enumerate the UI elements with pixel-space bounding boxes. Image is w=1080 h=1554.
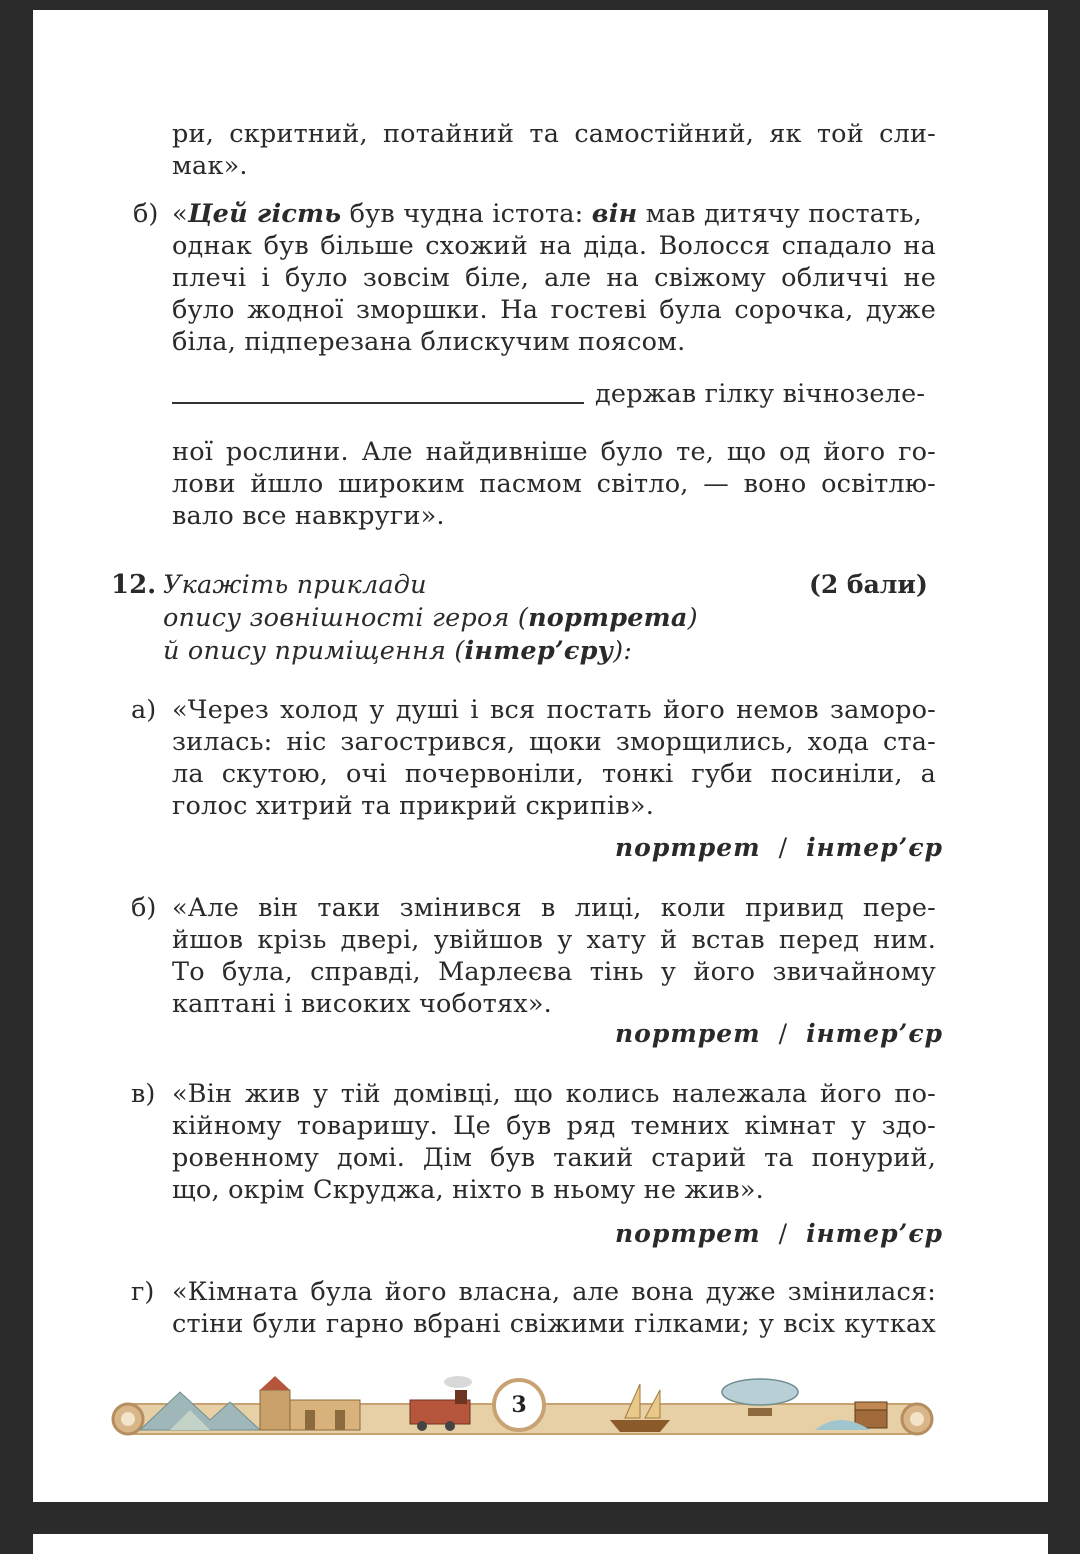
bold-phrase: він [591,199,638,229]
option-portrait[interactable]: портрет [615,1019,761,1048]
task-prompt [163,635,632,667]
text-line: біла, підперезана блискучим поясом. [172,327,686,357]
task-number: 12. [111,570,157,600]
text-line: йшов крізь двері, увійшов у хату й встав перед ним. [172,925,936,955]
text-line: однак був більше схожий на діда. Волосся спадало на [172,231,936,261]
text-run: був чудна істота: [341,199,592,229]
text-line: ровенному домі. Дім був такий старий та понурий, [172,1143,936,1173]
text-line: ної рослини. Але найдивніше було те, що од його го- [172,437,936,467]
bold-phrase: Цей гість [187,199,342,229]
decorative-footer [110,1370,935,1442]
text-line: що, окрім Скруджа, ніхто в ньому не жив». [172,1175,764,1205]
text-line: мак». [172,151,248,181]
option-interior[interactable]: інтер’єр [806,1219,944,1248]
text-line: голос хитрий та прикрий скрипів». [172,791,654,821]
text-line: ла скутою, очі почервоніли, тонкі губи посиніли, а [172,759,936,789]
book-page [33,10,1048,1502]
task-prompt: Укажіть приклади [163,570,427,600]
fill-in-blank[interactable] [172,402,584,404]
text-run: ) [687,603,698,633]
text-line: лови йшло широким пасмом світло, — воно освітлю- [172,469,936,499]
text-line: То була, справді, Марлеєва тінь у його звичайному [172,957,936,987]
text-line: ри, скритний, потайний та самостійний, як той сли- [172,119,936,149]
task-prompt [163,602,698,634]
bold-phrase: портрета [528,603,688,633]
text-run: мав дитячу постать, [637,199,922,229]
page-number: 3 [492,1378,546,1432]
item-label: г) [131,1277,155,1307]
next-page-edge [33,1534,1048,1554]
text-line: «Але він таки змінився в лиці, коли привид пере- [172,893,936,923]
item-label: а) [131,695,157,725]
text-line: стіни були гарно вбрані свіжими гілками; у всіх кутках [172,1309,936,1339]
text-run: й опису приміщення ( [163,636,465,666]
text-line: кійному товаришу. Це був ряд темних кімнат у здо- [172,1111,936,1141]
text-line: «Кімната була його власна, але вона дуже змінилася: [172,1277,936,1307]
option-interior[interactable]: інтер’єр [806,1019,944,1048]
text-line: зилась: ніс загострився, щоки зморщились, хода ста- [172,727,936,757]
answer-choice [615,1018,943,1050]
text-line: каптані і високих чоботях». [172,989,552,1019]
answer-choice [615,832,943,864]
text-line: плечі і було зовсім біле, але на свіжому обличчі не [172,263,936,293]
bold-phrase: інтер’єру [464,636,614,666]
text-line: «Через холод у душі і вся постать його немов заморо- [172,695,936,725]
text-run: опису зовнішності героя ( [163,603,529,633]
text-line: «Він жив у тій домівці, що колись належала його по- [172,1079,936,1109]
option-interior[interactable]: інтер’єр [806,833,944,862]
option-portrait[interactable]: портрет [615,833,761,862]
item-label: б) [131,893,157,923]
quote-mark: « [172,199,188,229]
item-label: б) [133,199,159,229]
item-label: в) [131,1079,156,1109]
option-separator: / [778,1219,789,1248]
text-line: було жодної зморшки. На гостеві була сорочка, дуже [172,295,936,325]
text-line [172,198,936,230]
text-line: вало все навкруги». [172,501,445,531]
option-separator: / [778,1019,789,1048]
text-line: держав гілку вічнозеле- [595,379,926,409]
answer-choice [615,1218,943,1250]
option-portrait[interactable]: портрет [615,1219,761,1248]
option-separator: / [778,833,789,862]
text-run: ): [613,636,633,666]
task-points: (2 бали) [809,570,928,599]
